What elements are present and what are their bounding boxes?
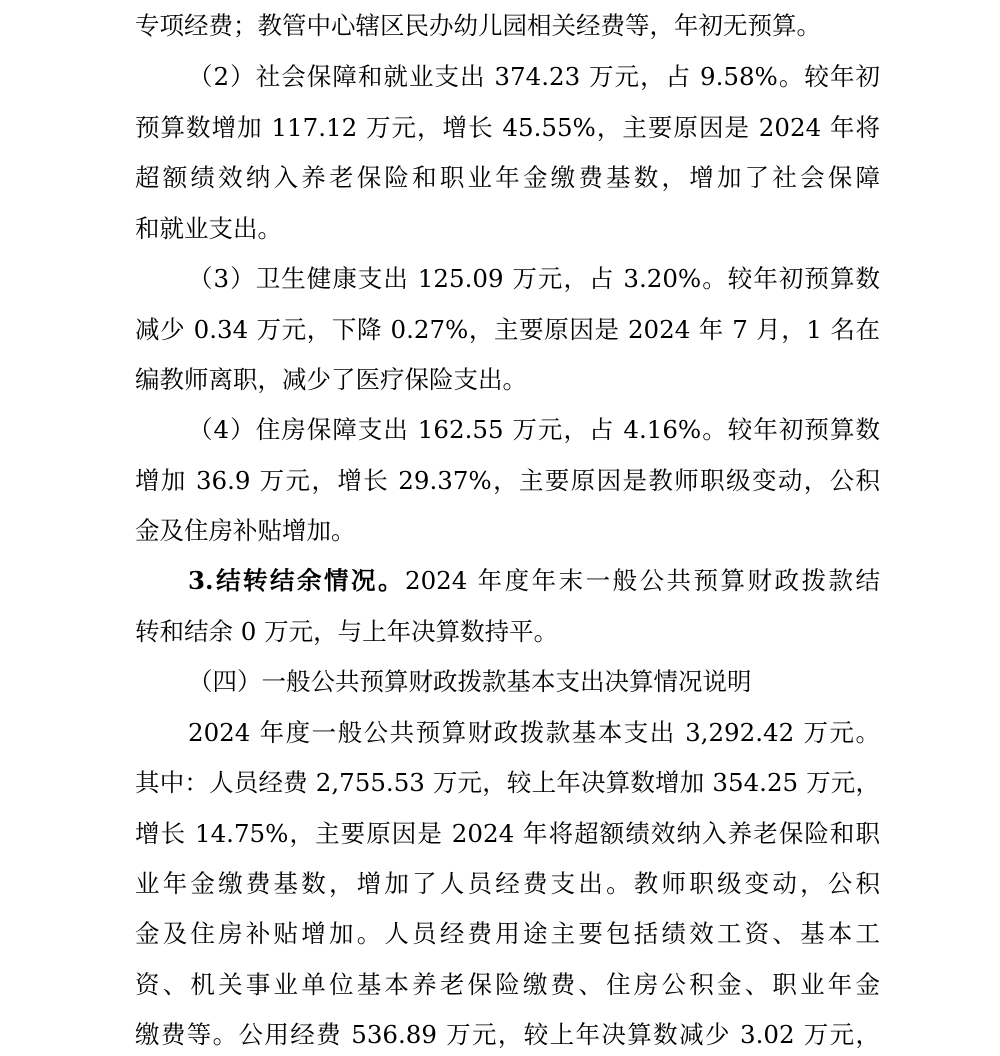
text-line-3: 预算数增加 117.12 万元，增长 45.55%，主要原因是 2024 年将 xyxy=(135,113,880,142)
text-line-13: 转和结余 0 万元，与上年决算数持平。 xyxy=(135,617,559,646)
text-line-12 xyxy=(188,561,880,601)
text-line-16: 其中：人员经费 2,755.53 万元，较上年决算数增加 354.25 万元， xyxy=(135,768,880,797)
text-line-10: 增加 36.9 万元，增长 29.37%，主要原因是教师职级变动，公积 xyxy=(135,466,880,495)
text-line-11: 金及住房补贴增加。 xyxy=(135,516,356,545)
text-line-6: （3）卫生健康支出 125.09 万元，占 3.20%。较年初预算数 xyxy=(188,264,880,293)
section-heading: （四）一般公共预算财政拨款基本支出决算情况说明 xyxy=(188,667,752,696)
text-line-21: 缴费等。公用经费 536.89 万元，较上年决算数减少 3.02 万元， xyxy=(135,1020,880,1049)
text-line-17: 增长 14.75%，主要原因是 2024 年将超额绩效纳入养老保险和职 xyxy=(135,819,880,848)
text-line-9: （4）住房保障支出 162.55 万元，占 4.16%。较年初预算数 xyxy=(188,415,880,444)
text-line-18: 业年金缴费基数，增加了人员经费支出。教师职级变动，公积 xyxy=(135,869,880,898)
text-line-4: 超额绩效纳入养老保险和职业年金缴费基数，增加了社会保障 xyxy=(135,163,880,192)
text-line-2: （2）社会保障和就业支出 374.23 万元，占 9.58%。较年初 xyxy=(188,62,880,91)
text-line-8: 编教师离职，减少了医疗保险支出。 xyxy=(135,365,527,394)
text-line-20: 资、机关事业单位基本养老保险缴费、住房公积金、职业年金 xyxy=(135,970,880,999)
text-line-1: 专项经费；教管中心辖区民办幼儿园相关经费等，年初无预算。 xyxy=(135,11,821,40)
section-heading-bold: 3.结转结余情况。 xyxy=(188,566,405,595)
text-line-15: 2024 年度一般公共预算财政拨款基本支出 3,292.42 万元。 xyxy=(188,718,880,747)
text-line-5: 和就业支出。 xyxy=(135,214,282,243)
text-line-12-rest: 2024 年度年末一般公共预算财政拨款结 xyxy=(405,566,880,595)
text-line-19: 金及住房补贴增加。人员经费用途主要包括绩效工资、基本工 xyxy=(135,919,880,948)
text-line-7: 减少 0.34 万元，下降 0.27%，主要原因是 2024 年 7 月，1 名在 xyxy=(135,315,880,344)
